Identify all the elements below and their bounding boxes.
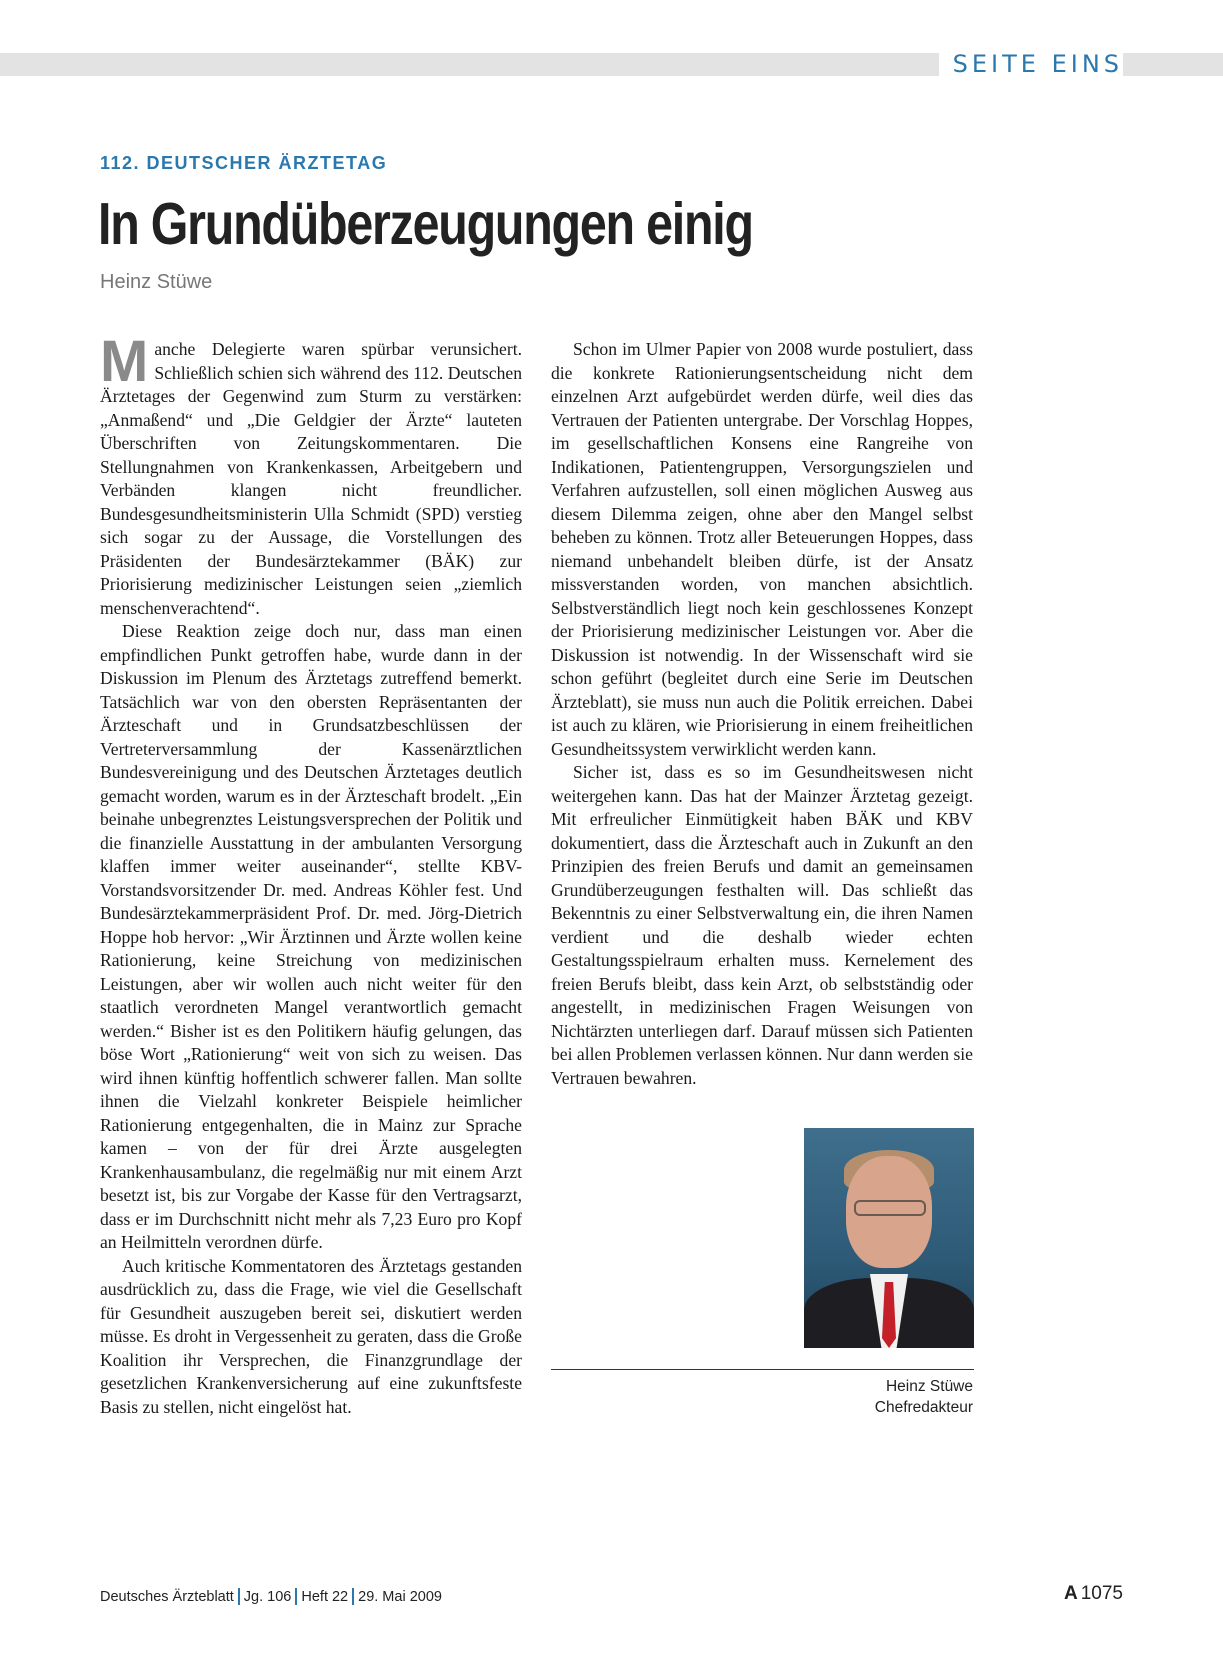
footer-issue: Heft 22 [301, 1588, 349, 1605]
caption-divider [551, 1369, 974, 1370]
paragraph: Diese Reaktion zeige doch nur, dass man einen empfindlichen Punkt getroffen habe, wurde dann in der Diskussion im Plenum des Ärztetags zutreffend bemerkt. Tatsächlich war von den obersten Repräsentanten der Ärzteschaft und in Grundsatzbeschlüssen der Vertreterversammlung der Kassenärztlichen Bundesvereinigung und des Deutschen Ärztetages deutlich gemacht worden, warum es in der Ärzteschaft brodelt. „Ein beinahe unbegrenztes Leistungsversprechen der Politik und die finanzielle Ausstattung in der ambulanten Versorgung klaffen immer weiter auseinander“, stellte KBV-Vorstandsvorsitzender Dr. med. Andreas Köhler fest. Und Bundesärztekammerpräsident Prof. Dr. med. Jörg-Dietrich Hoppe hob hervor: „Wir Ärztinnen und Ärzte wollen keine Rationierung, keine Streichung von medizinischen Leistungen, aber wir wollen auch nicht weiter für den staatlich verordneten Mangel verantwortlich gemacht werden.“ Bisher ist es den Politikern häufig gelungen, das böse Wort „Rationierung“ weit von sich zu weisen. Das wird ihnen künftig hoffentlich schwerer fallen. Man sollte ihnen die Vielzahl konkreter Beispiele heimlicher Rationierung entgegenhalten, die in Mainz zur Sprache kamen – von der für drei Ärzte ausgelegten Krankenhausambulanz, die regelmäßig nur mit einem Arzt besetzt ist, bis zur Vorgabe der Kasse für den Vertragsarzt, dass er im Durchschnitt nicht mehr als 7,23 Euro pro Kopf an Heilmitteln verordnen dürfe. [100, 621, 522, 1252]
paragraph: Sicher ist, dass es so im Gesundheitswesen nicht weitergehen kann. Das hat der Mainzer Ärztetag gezeigt. Mit erfreulicher Einmütigkeit haben BÄK und KBV dokumentiert, dass die Ärzteschaft auch in Zukunft an den Prinzipien des freien Berufs und damit an gemeinsamen Grundüberzeugungen festhalten will. Das schließt das Bekenntnis zu einer Selbstverwaltung ein, die ihren Namen verdient und die deshalb wieder echten Gestaltungsspielraum erhalten muss. Kernelement des freien Berufs bleibt, dass kein Arzt, ob selbstständig oder angestellt, in medizinischen Fragen Weisungen von Nichtärzten unterliegen darf. Darauf müssen sich Patienten bei allen Problemen verlassen können. Nur dann werden sie Vertrauen bewahren. [551, 762, 973, 1088]
footer-date: 29. Mai 2009 [358, 1588, 442, 1605]
footer-publication: Deutsches Ärzteblatt [100, 1588, 234, 1605]
footer-separator [238, 1588, 240, 1605]
page-number-value: 1075 [1080, 1583, 1123, 1604]
footer-separator [295, 1588, 297, 1605]
paragraph [100, 329, 522, 620]
photo-caption-name: Heinz Stüwe [885, 1378, 973, 1395]
left-column [100, 329, 522, 1419]
photo-glasses [854, 1200, 926, 1216]
footer-volume: Jg. 106 [243, 1588, 292, 1605]
page-prefix: A [1063, 1583, 1078, 1604]
article-title: In Grundüberzeugungen einig [98, 191, 753, 257]
paragraph: Auch kritische Kommentatoren des Ärztetags gestanden ausdrücklich zu, dass die Frage, wie viel die Gesellschaft für Gesundheit auszugeben bereit sei, diskutiert werden müsse. Es droht in Vergessenheit zu geraten, dass die Große Koalition ihr Versprechen, die Finanzgrundlage der gesetzlichen Krankenversicherung auf eine zukunftsfeste Basis zu stellen, nicht eingelöst hat. [100, 1255, 522, 1417]
article-kicker: 112. DEUTSCHER ÄRZTETAG [100, 153, 388, 173]
photo-caption-role: Chefredakteur [874, 1399, 973, 1416]
footer-separator [352, 1588, 354, 1605]
author-photo [804, 1128, 974, 1348]
paragraph: Schon im Ulmer Papier von 2008 wurde postuliert, dass die konkrete Rationierungsentscheidung nicht dem einzelnen Arzt aufgebürdet werden dürfe, weil dies das Vertrauen der Patienten untergrabe. Der Vorschlag Hoppes, im gesellschaftlichen Konsens eine Rangreihe von Indikationen, Patientengruppen, Versorgungszielen und Verfahren aufzustellen, soll einen möglichen Ausweg aus diesem Dilemma zeigen, ohne aber den Mangel selbst beheben zu können. Trotz aller Beteuerungen Hoppes, dass niemand unbehandelt bleiben dürfe, ist der Ansatz missverstanden worden, von manchen absichtlich. Selbstverständlich liegt noch kein geschlossenes Konzept der Priorisierung medizinischer Leistungen vor. Aber die Diskussion ist notwendig. In der Wissenschaft wird sie schon geführt (begleitet durch eine Serie im Deutschen Ärzteblatt), sie muss nun auch die Politik erreichen. Dabei ist auch zu klären, wie Priorisierung in einem freiheitlichen Gesundheitssystem verwirklicht werden kann. [551, 339, 973, 759]
dropcap: M [100, 329, 149, 394]
paragraph-text: anche Delegierte waren spürbar verunsichert. Schließlich schien sich während des 112. Deutschen Ärztetages der Gegenwind zum Sturm zu verstärken: „Anmaßend“ und „Die Geldgier der Ärzte“ lauteten Überschriften von Zeitungskommentaren. Die Stellungnahmen von Krankenkassen, Arbeitgebern und Verbänden klangen nicht freundlicher. Bundesgesundheitsministerin Ulla Schmidt (SPD) verstieg sich sogar zu der Aussage, die Vorstellungen des Präsidenten der Bundesärztekammer (BÄK) zur Priorisierung medizinischer Leistungen seien „ziemlich menschenverachtend“. [100, 339, 522, 618]
right-column [551, 338, 973, 1090]
page-number [1064, 1583, 1123, 1605]
article-author: Heinz Stüwe [100, 271, 213, 293]
footer [100, 1588, 442, 1605]
section-label: SEITE EINS [939, 49, 1123, 79]
